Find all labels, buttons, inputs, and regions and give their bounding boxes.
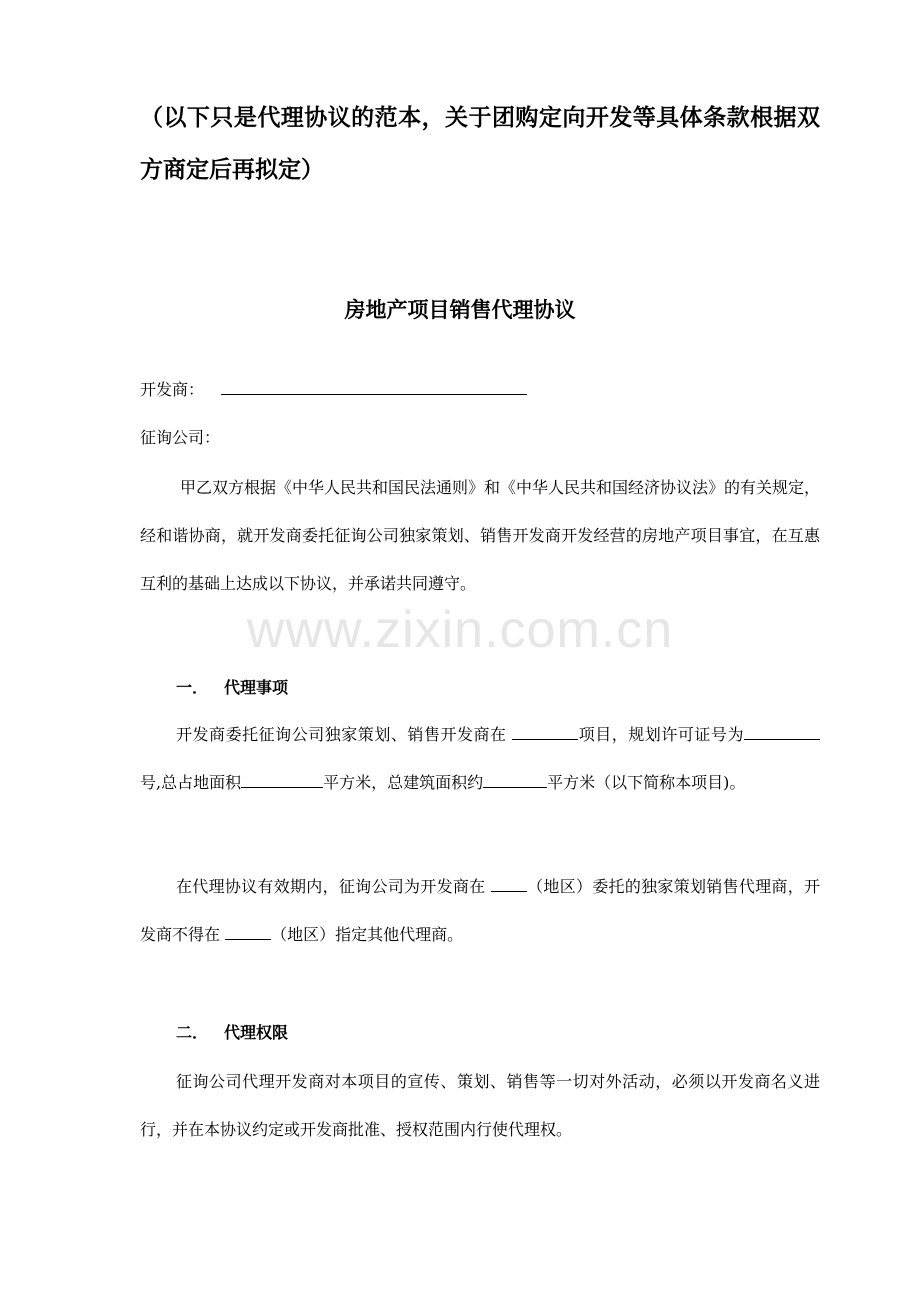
section-1-title: 代理事项 <box>224 678 289 697</box>
s1p2-text-a: 在代理协议有效期内，征询公司为开发商在 <box>176 877 491 896</box>
template-note: （以下只是代理协议的范本，关于团购定向开发等具体条款根据双方商定后再拟定） <box>140 104 820 183</box>
consultant-field <box>140 426 220 450</box>
section-2-number: 二． <box>176 1023 209 1042</box>
s1p1-text-e: 平方米（以下简称本项目)。 <box>547 773 746 792</box>
document-title: 房地产项目销售代理协议 <box>344 297 576 322</box>
section-2-title: 代理权限 <box>224 1023 289 1042</box>
developer-field <box>140 378 527 402</box>
developer-label: 开发商： <box>140 380 205 399</box>
consultant-label: 征询公司： <box>140 428 221 447</box>
s1p2-text-c: （地区）指定其他代理商。 <box>271 925 464 944</box>
section-1-paragraph-1 <box>140 711 820 807</box>
s1p1-text-c: 号,总占地面积 <box>140 773 242 792</box>
developer-blank <box>221 378 527 395</box>
s1p1-text-d: 平方米，总建筑面积约 <box>323 773 484 792</box>
s1p1-text-a: 开发商委托征询公司独家策划、销售开发商在 <box>176 725 513 744</box>
s1p2-text-b: （地区）委托的独家策划销售代理商，开发商不得在 <box>140 877 820 944</box>
building-area-blank <box>483 771 547 788</box>
region-blank-1 <box>491 875 527 892</box>
section-1-paragraph-2 <box>140 863 820 959</box>
section-1-heading <box>176 676 288 700</box>
s1p1-text-b: 项目，规划许可证号为 <box>578 725 744 744</box>
region-blank-2 <box>225 923 271 940</box>
land-area-blank <box>241 771 323 788</box>
permit-number-blank <box>744 723 820 740</box>
watermark: www.zixin.com.cn <box>246 601 674 659</box>
project-name-blank <box>512 723 578 740</box>
section-1-number: 一． <box>176 678 209 697</box>
section-2-paragraph-1: 征询公司代理开发商对本项目的宣传、策划、销售等一切对外活动，必须以开发商名义进行，并在本协议约定或开发商批准、授权范围内行使代理权。 <box>140 1072 820 1139</box>
intro-paragraph: 甲乙双方根据《中华人民共和国民法通则》和《中华人民共和国经济协议法》的有关规定，经和谐协商，就开发商委托征询公司独家策划、销售开发商开发经营的房地产项目事宜，在互惠互利的基础上达成以下协议，并承诺共同遵守。 <box>140 478 821 593</box>
section-2-heading <box>176 1021 288 1045</box>
